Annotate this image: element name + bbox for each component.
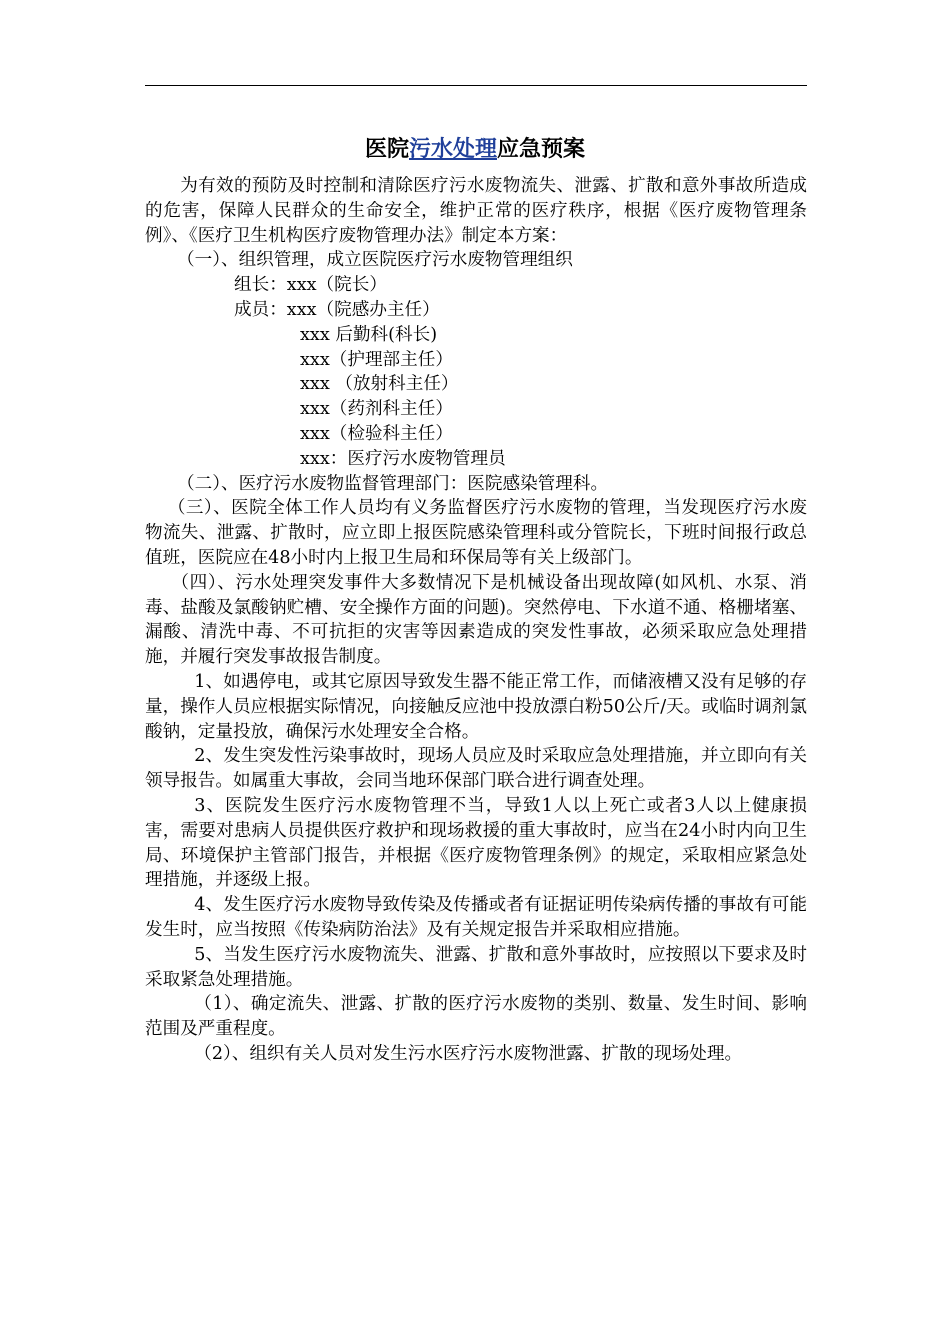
header-rule bbox=[145, 85, 807, 86]
intro-paragraph: 为有效的预防及时控制和清除医疗污水废物流失、泄露、扩散和意外事故所造成的危害，保障人民群众的生命安全，维护正常的医疗秩序，根据《医疗废物管理条例》、《医疗卫生机构医疗废物管理办法》制定本方案： bbox=[145, 176, 807, 246]
section-3-paragraph: （三）、医院全体工作人员均有义务监督医疗污水废物的管理，当发现医疗污水废物流失、泄露、扩散时，应立即上报医院感染管理科或分管院长，下班时间报行政总值班，医院应在48小时内上报卫生局和环保局等有关上级部门。 bbox=[145, 498, 807, 568]
member-line: xxx：医疗污水废物管理员 bbox=[300, 448, 506, 469]
sub-item-paragraph: （2）、组织有关人员对发生污水医疗污水废物泄露、扩散的现场处理。 bbox=[194, 1043, 743, 1064]
title-link[interactable]: 污水处理 bbox=[408, 137, 497, 162]
item-paragraph: 3、医院发生医疗污水废物管理不当，导致1人以上死亡或者3人以上健康损害，需要对患病人员提供医疗救护和现场救援的重大事故时，应当在24小时内向卫生局、环境保护主管部门报告，并根据《医疗废物管理条例》的规定，采取相应紧急处理措施，并逐级上报。 bbox=[145, 795, 807, 891]
section-4-paragraph: （四）、污水处理突发事件大多数情况下是机械设备出现故障(如风机、水泵、消毒、盐酸及氯酸钠贮槽、安全操作方面的问题)。突然停电、下水道不通、格栅堵塞、漏酸、清洗中毒、不可抗拒的灾害等因素造成的突发性事故，必须采取应急处理措施，并履行突发事故报告制度。 bbox=[145, 572, 807, 668]
member-line: xxx（护理部主任） bbox=[300, 349, 453, 370]
item-paragraph: 4、发生医疗污水废物导致传染及传播或者有证据证明传染病传播的事故有可能发生时，应当按照《传染病防治法》及有关规定报告并采取相应措施。 bbox=[145, 895, 807, 940]
member-line: xxx （放射科主任） bbox=[300, 374, 459, 395]
item-paragraph: 5、当发生医疗污水废物流失、泄露、扩散和意外事故时，应按照以下要求及时采取紧急处理措施。 bbox=[145, 944, 807, 990]
item-paragraph: 1、如遇停电，或其它原因导致发生器不能正常工作，而储液槽又没有足够的存量，操作人员应根据实际情况，向接触反应池中投放漂白粉50公斤/天。或临时调剂氯酸钠，定量投放，确保污水处理安全合格。 bbox=[145, 671, 807, 742]
item-paragraph: 2、发生突发性污染事故时，现场人员应及时采取应急处理措施，并立即向有关领导报告。如属重大事故，会同当地环保部门联合进行调查处理。 bbox=[145, 746, 807, 792]
leader-line: 组长：xxx（院长） bbox=[234, 275, 387, 296]
member-line: xxx 后勤科(科长) bbox=[300, 324, 438, 345]
title-suffix: 应急预案 bbox=[497, 137, 586, 162]
document-body bbox=[145, 174, 807, 1067]
section-1-heading: （一）、组织管理，成立医院医疗污水废物管理组织 bbox=[177, 250, 573, 271]
sub-item-paragraph: （1）、确定流失、泄露、扩散的医疗污水废物的类别、数量、发生时间、影响范围及严重程度。 bbox=[145, 994, 807, 1040]
member-line: 成员：xxx（院感办主任） bbox=[234, 299, 440, 320]
member-line: xxx（检验科主任） bbox=[300, 423, 453, 444]
section-2-paragraph: （二）、医疗污水废物监督管理部门：医院感染管理科。 bbox=[177, 473, 609, 494]
title-prefix: 医院 bbox=[364, 137, 409, 162]
document-title bbox=[0, 134, 950, 166]
member-line: xxx（药剂科主任） bbox=[300, 399, 453, 420]
